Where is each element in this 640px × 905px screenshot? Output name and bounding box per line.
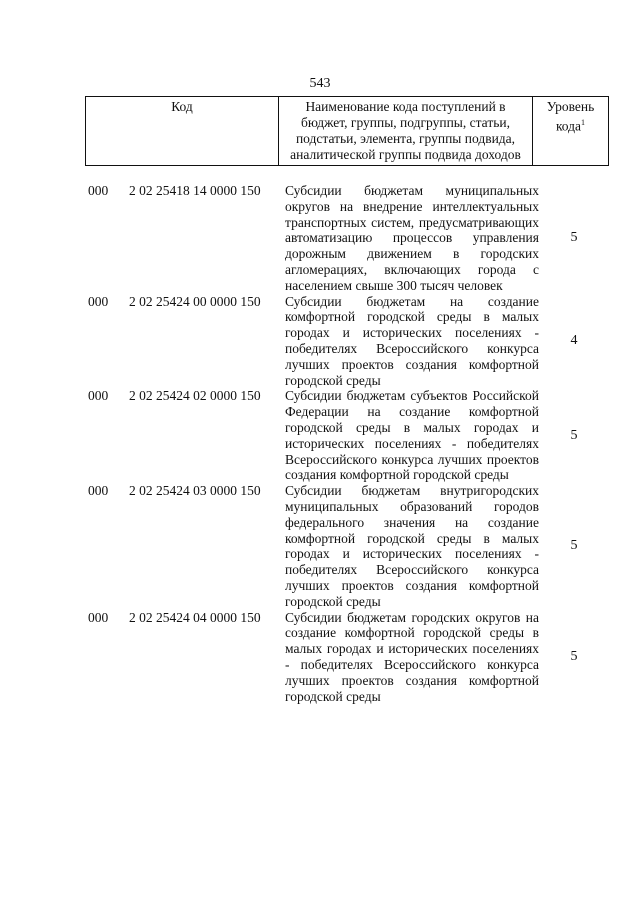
- header-level-text: Уровень кода: [546, 99, 595, 134]
- header-level-footnote: 1: [581, 118, 586, 127]
- page-number: 543: [309, 76, 331, 91]
- header-name: Наименование кода поступлений в бюджет, группы, подгруппы, статьи, подстатьи, элемента, группы подвида, аналитической группы подвида доходов: [279, 97, 533, 166]
- row-name: Субсидии бюджетам субъектов Российской Федерации на создание комфортной городской среды в малых городах и исторических поселениях - победителях Всероссийского конкурса лучших проектов создания комфортной городской среды: [285, 388, 539, 483]
- row-code: 2 02 25424 03 0000 150: [129, 483, 261, 499]
- row-level: 4: [570, 332, 578, 348]
- row-category: 000: [88, 388, 109, 404]
- row-category: 000: [88, 483, 109, 499]
- row-level: 5: [570, 648, 578, 664]
- row-name: Субсидии бюджетам муниципальных округов на внедрение интеллектуальных транспортных систем, предусматривающих автоматизацию процессов управления дорожным движением в городских агломерациях, включающих города с населением свыше 300 тысяч человек: [285, 183, 539, 293]
- row-category: 000: [88, 609, 109, 625]
- row-level: 5: [570, 230, 578, 246]
- row-code: 2 02 25418 14 0000 150: [129, 183, 261, 198]
- table-row: [85, 610, 609, 705]
- row-level: 5: [570, 538, 578, 554]
- table-row: [85, 183, 609, 294]
- table-row: [85, 294, 609, 389]
- row-category: 000: [88, 293, 109, 309]
- row-code: 2 02 25424 04 0000 150: [129, 609, 261, 625]
- row-name: Субсидии бюджетам внутригородских муниципальных образований городов федерального значения на создание комфортной городской среды в малых городах и исторических поселениях - победителях Всероссийского конкурса лучших проектов создания комфортной городской среды: [285, 483, 539, 609]
- table-body: [85, 183, 609, 704]
- header-level: [533, 97, 609, 166]
- table-row: [85, 483, 609, 609]
- header-code: Код: [86, 97, 279, 166]
- row-category: 000: [88, 183, 109, 198]
- row-name: Субсидии бюджетам на создание комфортной городской среды в малых городах и исторических поселениях - победителях Всероссийского конкурса лучших проектов создания комфортной городской среды: [285, 293, 539, 388]
- row-code: 2 02 25424 02 0000 150: [129, 388, 261, 404]
- row-code: 2 02 25424 00 0000 150: [129, 293, 261, 309]
- table-row: [85, 388, 609, 483]
- row-level: 5: [570, 427, 578, 443]
- row-name: Субсидии бюджетам городских округов на создание комфортной городской среды в малых городах и исторических поселениях - победителях Всероссийского конкурса лучших проектов создания комфортной городской среды: [285, 609, 539, 704]
- table-header: [85, 96, 609, 166]
